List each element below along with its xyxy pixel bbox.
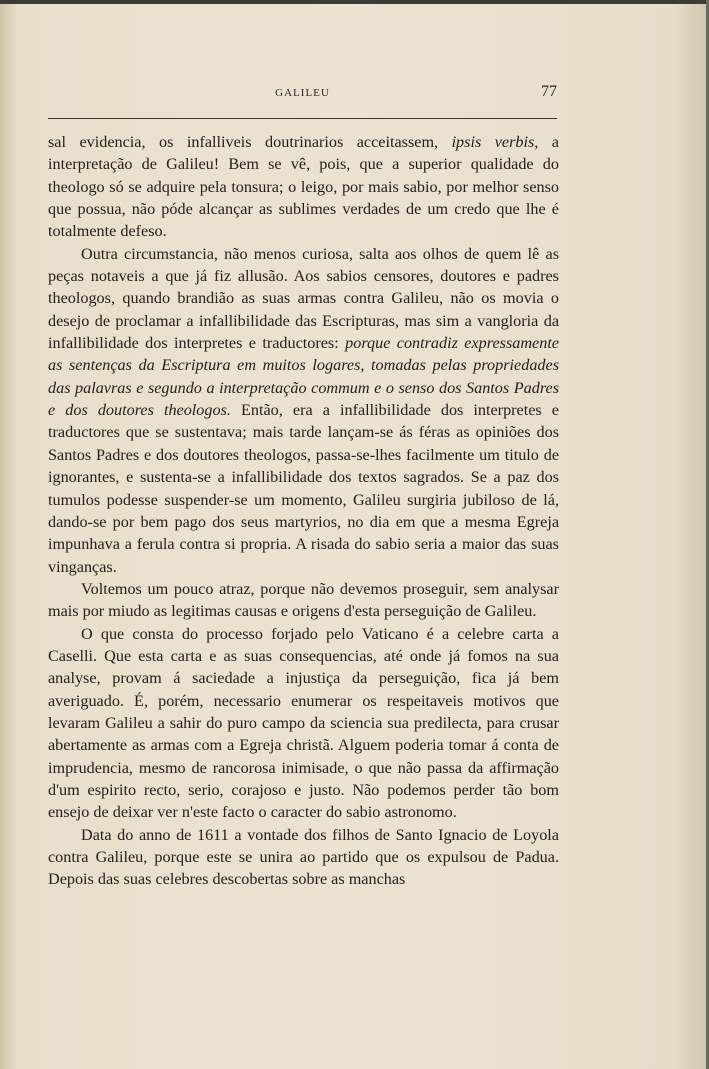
text-segment: a interpretação de Galileu! Bem se vê, pois, que a superior qualidade do theologo só se adquire pela tonsura; o leigo, por mais sabio, por melhor senso que possua, não póde alcançar as sublimes verdades de um credo que lhe é totalmente defeso. <box>48 133 559 241</box>
paragraph <box>48 824 559 891</box>
text-segment: Data do anno de 1611 a vontade dos filhos de Santo Ignacio de Loyola contra Galileu, porque este se unira ao partido que os expulsou de Padua. Depois das suas celebres descobertas sobre as manchas <box>48 825 559 889</box>
body-text <box>48 131 559 891</box>
italic-segment: porque contradiz expressamente as sentenças da Escriptura em muitos logares, tomadas pelas propriedades das palavras e segundo a interpretação commum e o senso dos Santos Padres e dos doutores theologos. <box>48 334 559 420</box>
text-segment: Outra circumstancia, não menos curiosa, salta aos olhos de quem lê as peças notaveis a que já fiz allusão. Aos sabios censores, doutores e padres theologos, quando brandião as suas armas contra Galileu, não os movia o desejo de proclamar a infallibilidade das Escripturas, mas sim a vangloria da infallibilidade dos interpretes e traductores: <box>48 244 559 353</box>
italic-segment: ipsis verbis, <box>451 133 539 151</box>
text-segment: sal evidencia, os infalliveis doutrinarios acceitassem, <box>48 133 452 151</box>
header-rule <box>48 118 557 119</box>
text-segment: O que consta do processo forjado pelo Vaticano é a celebre carta a Caselli. Que esta carta e as suas consequencias, até onde já fomos na sua analyse, provam á saciedade a injustiça da perseguição, fica já bem averiguado. É, porém, necessario enumerar os respeitaveis motivos que levaram Galileu a sahir do puro campo da sciencia sua predilecta, para crusar abertamente as armas com a Egreja christã. Alguem poderia tomar á conta de imprudencia, mesmo de rancorosa inimisade, o que não passa da affirmação d'um espirito recto, serio, corajoso e justo. Não podemos perder tão bom ensejo de deixar ver n'este facto o caracter do sabio astronomo. <box>48 624 559 822</box>
paragraph <box>48 578 559 623</box>
paragraph <box>48 243 559 578</box>
paragraph <box>48 131 559 243</box>
text-segment: Então, era a infallibilidade dos interpretes e traductores que se sustentava; mais tarde lançam-se ás féras as opiniões dos Santos Padres e dos doutores theologos, passa-se-lhes facilmente um titulo de ignorantes, e sustenta-se a infallibilidade dos textos sagrados. Se a paz dos tumulos podesse suspender-se um momento, Galileu surgiria jubiloso de lá, dando-se por bem pago dos seus martyrios, no dia em que a mesma Egreja impunhava a ferula contra si propria. A risada do sabio seria a maior das suas vinganças. <box>48 401 559 576</box>
running-header <box>48 83 557 103</box>
scan-top-edge <box>0 0 709 4</box>
running-title: GALILEU <box>275 87 330 99</box>
text-segment: Voltemos um pouco atraz, porque não devemos proseguir, sem analysar mais por miudo as legitimas causas e origens d'esta perseguição de Galileu. <box>48 579 559 621</box>
page-number: 77 <box>541 83 557 100</box>
paragraph <box>48 623 559 824</box>
